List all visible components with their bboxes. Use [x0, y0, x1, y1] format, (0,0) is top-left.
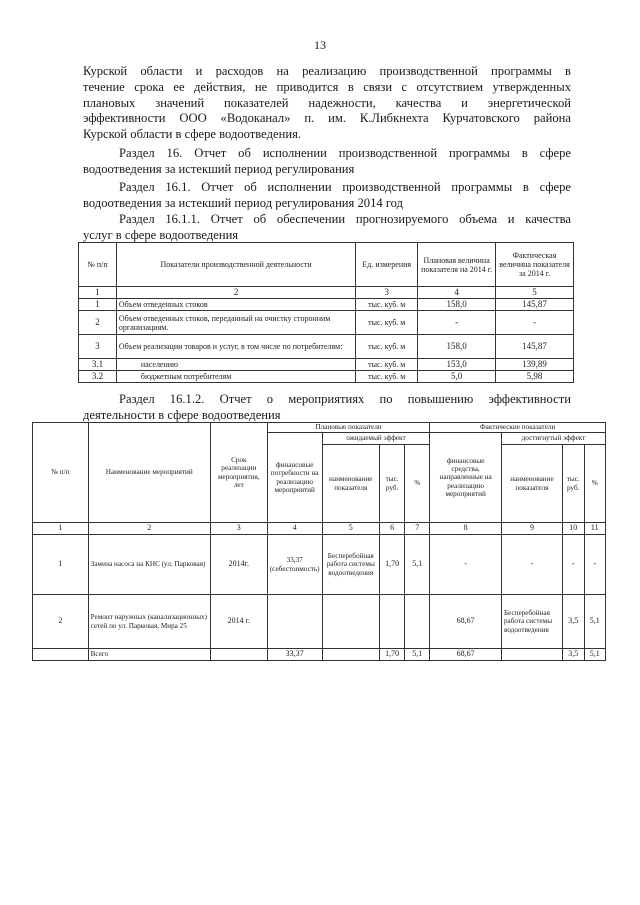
col-number: 11 — [584, 523, 605, 535]
col-number: 5 — [496, 287, 574, 299]
row-num: 1 — [33, 535, 89, 595]
table-row — [33, 535, 606, 595]
intro-line: эффективности ООО «Водоканал» п. им. К.Либкнехта Курчатовского района — [83, 111, 571, 126]
header-indicator-name: наименование показателя — [322, 445, 379, 523]
header-indicator-name: наименование показателя — [501, 445, 562, 523]
row-unit: тыс. куб. м — [356, 371, 418, 383]
header-term: Срок реализации мероприятия, лет — [210, 423, 267, 523]
total-row — [33, 649, 606, 661]
header-expected-effect: ожидаемый эффект — [322, 433, 430, 445]
row-unit: тыс. куб. м — [356, 299, 418, 311]
section-16-1-heading — [83, 180, 571, 212]
row-fact-pct: 5,1 — [584, 595, 605, 649]
col-number: 3 — [210, 523, 267, 535]
header-achieved-effect: достигнутый эффект — [501, 433, 605, 445]
efficiency-measures-table — [32, 422, 606, 661]
row-plan: 5,0 — [418, 371, 496, 383]
intro-line: плановых значений показателей надежности, качества и энергетической — [83, 95, 571, 110]
row-num: 2 — [79, 311, 117, 335]
col-number: 4 — [418, 287, 496, 299]
section-line: водоотведения за истекший период регулирования — [83, 161, 355, 176]
row-unit: тыс. куб. м — [356, 311, 418, 335]
row-name: бюджетным потребителям — [116, 371, 355, 383]
table-row — [79, 299, 574, 311]
row-plan: 158,0 — [418, 335, 496, 359]
row-plan-rub: 1,70 — [379, 535, 404, 595]
header-name: Наименование мероприятий — [88, 423, 210, 523]
header-num: № п/п — [33, 423, 89, 523]
row-num: 2 — [33, 595, 89, 649]
table-row — [79, 335, 574, 359]
column-number-row — [79, 287, 574, 299]
header-planned-fin: финансовые потребности на реализацию мероприятий — [267, 433, 322, 523]
section-line: Раздел 16.1.1. Отчет об обеспечении прогнозируемого объема и качества — [119, 212, 571, 226]
header-num: № п/п — [79, 243, 117, 287]
row-plan-pct: 5,1 — [405, 535, 430, 595]
row-name: Объем реализации товаров и услуг, в том числе по потребителям: — [116, 335, 355, 359]
total-plan-fin: 33,37 — [267, 649, 322, 661]
header-actual-group: Фактические показатели — [430, 423, 606, 433]
row-name: Объем отведенных стоков, переданный на очистку сторонним организациям. — [116, 311, 355, 335]
header-planned-group: Плановые показатели — [267, 423, 430, 433]
row-fact-fin: - — [430, 535, 502, 595]
row-fact-rub: 3,5 — [562, 595, 584, 649]
row-plan-rub — [379, 595, 404, 649]
section-line: Раздел 16.1.2. Отчет о мероприятиях по повышению эффективности — [119, 392, 571, 406]
section-line: деятельности в сфере водоотведения — [83, 407, 281, 422]
col-number: 2 — [88, 523, 210, 535]
col-number: 1 — [33, 523, 89, 535]
header-actual-fin: финансовые средства, направленные на реализацию мероприятий — [430, 433, 502, 523]
row-plan-fin — [267, 595, 322, 649]
col-number: 8 — [430, 523, 502, 535]
section-16-1-1-heading — [83, 212, 571, 244]
row-fact: 145,87 — [496, 335, 574, 359]
row-fact-indicator: - — [501, 535, 562, 595]
row-fact: 5,98 — [496, 371, 574, 383]
row-fact-rub: - — [562, 535, 584, 595]
col-number: 3 — [356, 287, 418, 299]
row-fact-pct: - — [584, 535, 605, 595]
row-plan-indicator: Бесперебойная работа системы водоотведения — [322, 535, 379, 595]
row-name: населению — [116, 359, 355, 371]
header-actual: Фактическая величина показателя за 2014 г. — [496, 243, 574, 287]
row-name: Замена насоса на КНС (ул. Парковая) — [88, 535, 210, 595]
header-indicator: Показатели производственной деятельности — [116, 243, 355, 287]
col-number: 6 — [379, 523, 404, 535]
total-plan-rub: 1,70 — [379, 649, 404, 661]
table-row — [79, 311, 574, 335]
column-number-row — [33, 523, 606, 535]
col-number: 2 — [116, 287, 355, 299]
row-plan: - — [418, 311, 496, 335]
table-header-row — [79, 243, 574, 287]
section-line: водоотведения за истекший период регулирования 2014 год — [83, 195, 404, 210]
table-row — [33, 595, 606, 649]
total-label: Всего — [88, 649, 210, 661]
section-16-heading — [83, 146, 571, 178]
row-term: 2014г. — [210, 535, 267, 595]
header-planned: Плановая величина показателя на 2014 г. — [418, 243, 496, 287]
col-number: 1 — [79, 287, 117, 299]
row-num: 3 — [79, 335, 117, 359]
header-percent: % — [405, 445, 430, 523]
row-fact: 139,89 — [496, 359, 574, 371]
row-fact-indicator: Бесперебойная работа системы водоотведения — [501, 595, 562, 649]
row-plan-fin: 33,37 (себестоимость) — [267, 535, 322, 595]
table-header-row — [33, 423, 606, 433]
intro-line: Курской области в сфере водоотведения. — [83, 127, 302, 142]
header-thous-rub: тыс. руб. — [379, 445, 404, 523]
row-plan-indicator — [322, 595, 379, 649]
row-term: 2014 г. — [210, 595, 267, 649]
row-num: 3.1 — [79, 359, 117, 371]
row-num: 3.2 — [79, 371, 117, 383]
col-number: 10 — [562, 523, 584, 535]
row-fact: - — [496, 311, 574, 335]
section-16-1-2-heading — [83, 392, 571, 424]
table-row — [79, 359, 574, 371]
table-row — [79, 371, 574, 383]
col-number: 4 — [267, 523, 322, 535]
intro-line: течение срока ее действия, не приводится в связи с отсутствием утвержденных — [83, 79, 571, 94]
intro-paragraph — [83, 64, 571, 143]
row-name: Ремонт наружных (канализационных) сетей по ул. Парковая, Мира 25 — [88, 595, 210, 649]
row-name: Объем отведенных стоков — [116, 299, 355, 311]
row-plan: 158,0 — [418, 299, 496, 311]
total-plan-pct: 5,1 — [405, 649, 430, 661]
row-unit: тыс. куб. м — [356, 335, 418, 359]
header-percent: % — [584, 445, 605, 523]
col-number: 7 — [405, 523, 430, 535]
col-number: 5 — [322, 523, 379, 535]
section-line: Раздел 16.1. Отчет об исполнении производственной программы в сфере — [119, 180, 571, 194]
section-line: Раздел 16. Отчет об исполнении производственной программы в сфере — [119, 146, 571, 160]
row-plan-pct — [405, 595, 430, 649]
page-number: 13 — [314, 38, 326, 52]
row-num: 1 — [79, 299, 117, 311]
row-fact: 145,87 — [496, 299, 574, 311]
intro-line: Курской области и расходов на реализацию производственной программы в — [83, 64, 571, 78]
col-number: 9 — [501, 523, 562, 535]
section-line: услуг в сфере водоотведения — [83, 227, 239, 242]
row-fact-fin: 68,67 — [430, 595, 502, 649]
total-fact-pct: 5,1 — [584, 649, 605, 661]
production-volume-table — [78, 242, 574, 383]
header-thous-rub: тыс. руб. — [562, 445, 584, 523]
row-plan: 153,0 — [418, 359, 496, 371]
row-unit: тыс. куб. м — [356, 359, 418, 371]
header-unit: Ед. измерения — [356, 243, 418, 287]
total-fact-fin: 68,67 — [430, 649, 502, 661]
total-fact-rub: 3,5 — [562, 649, 584, 661]
